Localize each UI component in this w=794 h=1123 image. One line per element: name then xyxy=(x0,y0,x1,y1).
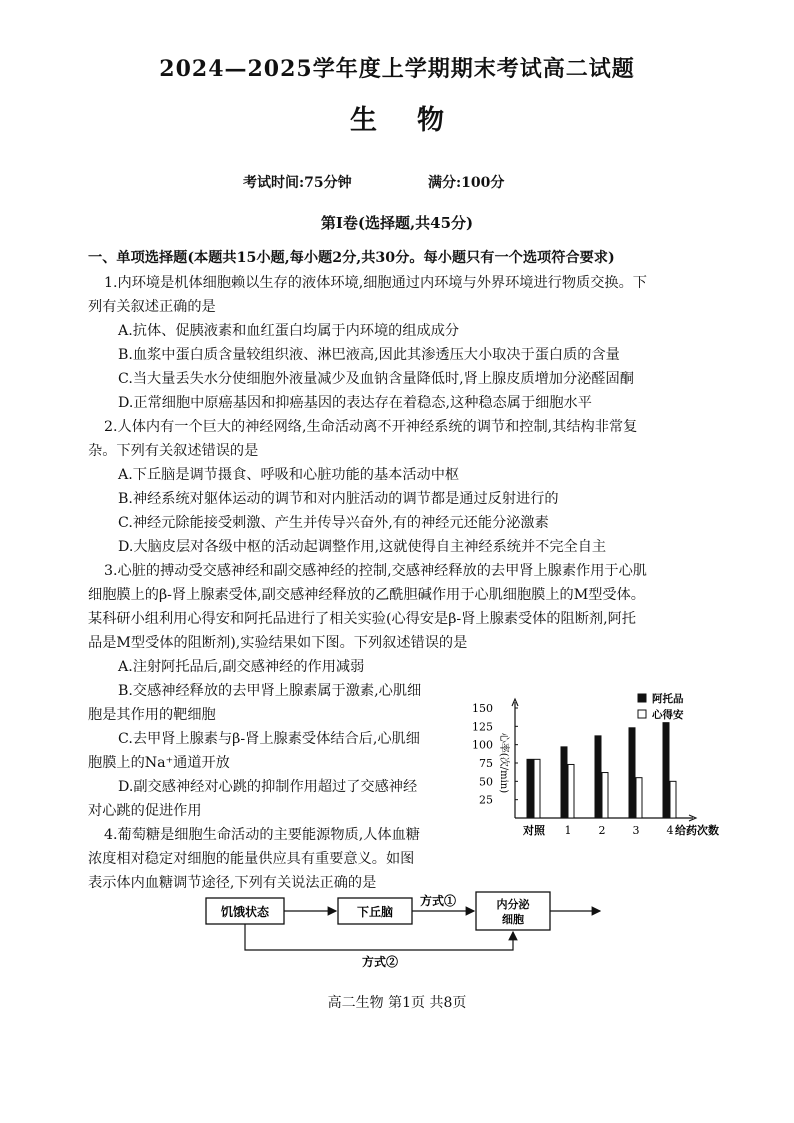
bar-atropine xyxy=(561,747,567,818)
section-title: 第Ⅰ卷(选择题,共45分) xyxy=(320,214,474,232)
bar-atropine xyxy=(663,723,669,818)
x-tick-label: 2 xyxy=(598,824,606,837)
y-tick-label: 50 xyxy=(479,775,493,789)
q1-stem-line2: 列有关叙述正确的是 xyxy=(88,299,216,315)
q2-stem-line2: 杂。下列有关叙述错误的是 xyxy=(88,443,259,459)
endocrine-label-2: 细胞 xyxy=(502,913,524,926)
y-axis-label: 心率(次/min) xyxy=(498,732,509,794)
bar-propranolol xyxy=(636,778,642,818)
full-score: 满分:100分 xyxy=(428,175,505,191)
bar-propranolol xyxy=(602,773,608,818)
q3-option-c-cont: 胞膜上的Na⁺通道开放 xyxy=(88,755,230,771)
q3-option-a: A.注射阿托品后,副交感神经的作用减弱 xyxy=(118,659,365,675)
q1-option-d: D.正常细胞中原癌基因和抑癌基因的表达存在着稳态,这种稳态属于细胞水平 xyxy=(118,395,592,411)
q2-stem-line1: 2.人体内有一个巨大的神经网络,生命活动离不开神经系统的调节和控制,其结构非常复 xyxy=(104,419,638,435)
q3-stem-line4: 品是M型受体的阻断剂),实验结果如下图。下列叙述错误的是 xyxy=(88,635,468,651)
bar-propranolol xyxy=(534,759,540,818)
q4-stem-line3: 表示体内血糖调节途径,下列有关说法正确的是 xyxy=(88,875,377,891)
legend-swatch xyxy=(638,694,646,702)
exam-title: 2024—2025学年度上学期期末考试高二试题 xyxy=(159,56,635,82)
blood-sugar-regulation-diagram xyxy=(200,888,610,978)
x-axis-label: 给药次数 xyxy=(675,824,719,837)
y-tick-label: 100 xyxy=(472,738,493,752)
subject-title: 生物 xyxy=(350,105,484,136)
hypothalamus-label: 下丘脑 xyxy=(356,905,394,919)
y-tick-label: 150 xyxy=(472,702,493,715)
q3-option-d-cont: 对心跳的促进作用 xyxy=(88,803,202,819)
q2-option-d: D.大脑皮层对各级中枢的活动起调整作用,这就使得自主神经系统并不完全自主 xyxy=(118,539,607,555)
endocrine-label-1: 内分泌 xyxy=(496,898,530,911)
page-footer: 高二生物 第1页 共8页 xyxy=(327,995,467,1011)
q1-stem-line1: 1.内环境是机体细胞赖以生存的液体环境,细胞通过内环境与外界环境进行物质交换。下 xyxy=(104,275,647,291)
q3-option-b-cont: 胞是其作用的靶细胞 xyxy=(88,707,216,723)
q3-option-d: D.副交感神经对心跳的抑制作用超过了交感神经 xyxy=(118,779,418,795)
q3-option-b: B.交感神经释放的去甲肾上腺素属于激素,心肌细 xyxy=(118,683,422,699)
bar-propranolol xyxy=(670,781,676,818)
heart-rate-bar-chart xyxy=(470,688,720,838)
q3-stem-line3: 某科研小组利用心得安和阿托品进行了相关实验(心得安是β-肾上腺素受体的阻断剂,阿托 xyxy=(88,611,636,627)
q2-option-b: B.神经系统对躯体运动的调节和对内脏活动的调节都是通过反射进行的 xyxy=(118,491,559,507)
x-tick-label: 4 xyxy=(666,824,674,837)
q3-stem-line1: 3.心脏的搏动受交感神经和副交感神经的控制,交感神经释放的去甲肾上腺素作用于心肌 xyxy=(104,563,647,579)
y-tick-label: 25 xyxy=(479,793,493,807)
q4-stem-line1: 4.葡萄糖是细胞生命活动的主要能源物质,人体血糖 xyxy=(104,827,420,843)
q3-option-c: C.去甲肾上腺素与β-肾上腺素受体结合后,心肌细 xyxy=(118,731,420,747)
legend-label: 心得安 xyxy=(652,709,684,721)
bar-atropine xyxy=(629,728,635,818)
q2-option-a: A.下丘脑是调节摄食、呼吸和心脏功能的基本活动中枢 xyxy=(118,467,460,483)
bar-atropine xyxy=(527,759,533,818)
q4-stem-line2: 浓度相对稳定对细胞的能量供应具有重要意义。如图 xyxy=(88,851,415,867)
y-tick-label: 75 xyxy=(479,757,493,770)
way2-label: 方式② xyxy=(361,955,399,969)
way2-path xyxy=(245,924,513,950)
x-tick-label: 3 xyxy=(632,824,640,837)
x-tick-label: 对照 xyxy=(523,824,545,837)
part-title: 一、单项选择题(本题共15小题,每小题2分,共30分。每小题只有一个选项符合要求) xyxy=(88,250,615,266)
q3-stem-line2: 细胞膜上的β-肾上腺素受体,副交感神经释放的乙酰胆碱作用于心肌细胞膜上的M型受体。 xyxy=(88,587,645,603)
q1-option-c: C.当大量丢失水分使细胞外液量减少及血钠含量降低时,肾上腺皮质增加分泌醛固酮 xyxy=(118,371,634,387)
legend-label: 阿托品 xyxy=(652,693,684,705)
q2-option-c: C.神经元除能接受刺激、产生并传导兴奋外,有的神经元还能分泌激素 xyxy=(118,515,549,531)
way1-label: 方式① xyxy=(419,894,457,908)
y-tick-label: 125 xyxy=(472,720,493,734)
legend-swatch xyxy=(638,710,646,718)
q1-option-a: A.抗体、促胰液素和血红蛋白均属于内环境的组成成分 xyxy=(118,323,460,339)
hunger-state-label: 饥饿状态 xyxy=(220,905,270,919)
x-tick-label: 1 xyxy=(564,824,572,837)
bar-propranolol xyxy=(568,764,574,818)
exam-time: 考试时间:75分钟 xyxy=(243,175,352,191)
bar-atropine xyxy=(595,736,601,818)
q1-option-b: B.血浆中蛋白质含量较组织液、淋巴液高,因此其渗透压大小取决于蛋白质的含量 xyxy=(118,347,620,363)
